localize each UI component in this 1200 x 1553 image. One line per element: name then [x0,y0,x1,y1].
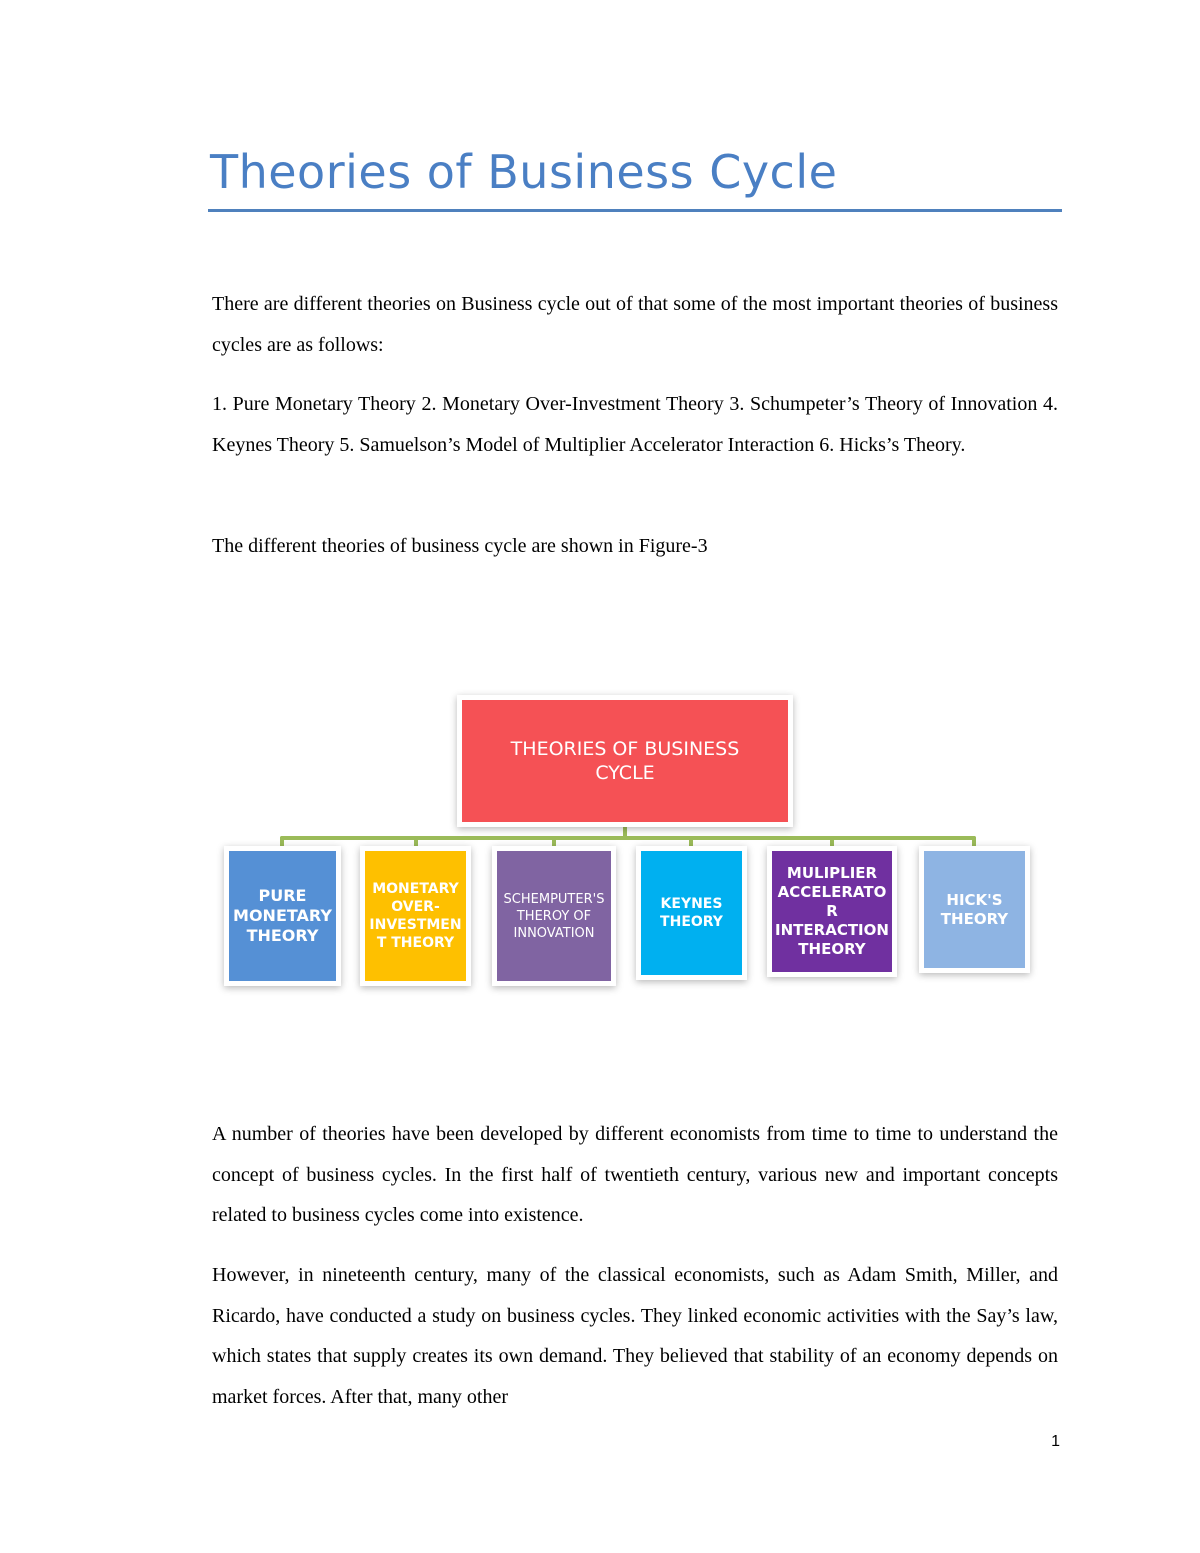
node-pure-monetary-theory [229,851,336,981]
node-line: OVER- [391,899,440,915]
node-line: MONETARY [233,906,332,925]
root-line: THEORIES OF BUSINESS [510,738,740,760]
theories-list-paragraph: 1. Pure Monetary Theory 2. Monetary Over-Investment Theory 3. Schumpeter’s Theory of Innovation 4. Keynes Theory 5. Samuelson’s Model of Multiplier Accelerator Interaction 6. Hicks’s Theory. [212,393,1058,456]
title-underline [208,209,1062,212]
body-paragraph-2: However, in nineteenth century, many of the classical economists, such as Adam Smith, Miller, and Ricardo, have conducted a study on business cycles. They linked economic activities with the Say’s law, which states that supply creates its own demand. They believed that stability of an economy depends on market forces. After that, many other [212,1264,1058,1408]
node-line: THEORY [660,914,723,930]
node-line: ACCELERATO [777,883,887,901]
node-line: HICK'S [946,890,1003,909]
intro-paragraph: There are different theories on Business cycle out of that some of the most important theories of business cycles are as follows: [212,293,1058,356]
node-line: INNOVATION [513,925,595,941]
node-line: R [826,902,838,920]
node-monetary-over-investment-theory [365,851,466,981]
node-line: INTERACTION [775,921,889,939]
node-line: SCHEMPUTER'S [503,891,605,907]
node-line: T THEORY [376,935,455,951]
node-line: THEORY [940,909,1009,928]
diagram-root-node [462,700,788,822]
page-title: Theories of Business Cycle [210,145,838,199]
node-line: THEORY [798,940,866,958]
node-multiplier-accelerator-theory [772,851,892,972]
body-paragraph-1: A number of theories have been developed by different economists from time to time to understand the concept of business cycles. In the first half of twentieth century, various new and important concepts related to business cycles come into existence. [212,1123,1058,1226]
node-line: MONETARY [372,881,459,897]
node-keynes-theory [641,851,742,975]
node-line: THEROY OF [516,908,592,924]
figure-reference-paragraph: The different theories of business cycle are shown in Figure-3 [212,535,708,557]
node-hicks-theory [924,851,1025,968]
node-line: INVESTMEN [369,917,462,933]
node-schumpeter-theory [497,851,611,981]
node-line: KEYNES [660,896,723,912]
root-line: CYCLE [595,762,655,784]
node-line: THEORY [246,926,319,945]
node-line: PURE [258,886,307,905]
page-number: 1 [1051,1433,1060,1450]
node-line: MULIPLIER [786,864,878,882]
